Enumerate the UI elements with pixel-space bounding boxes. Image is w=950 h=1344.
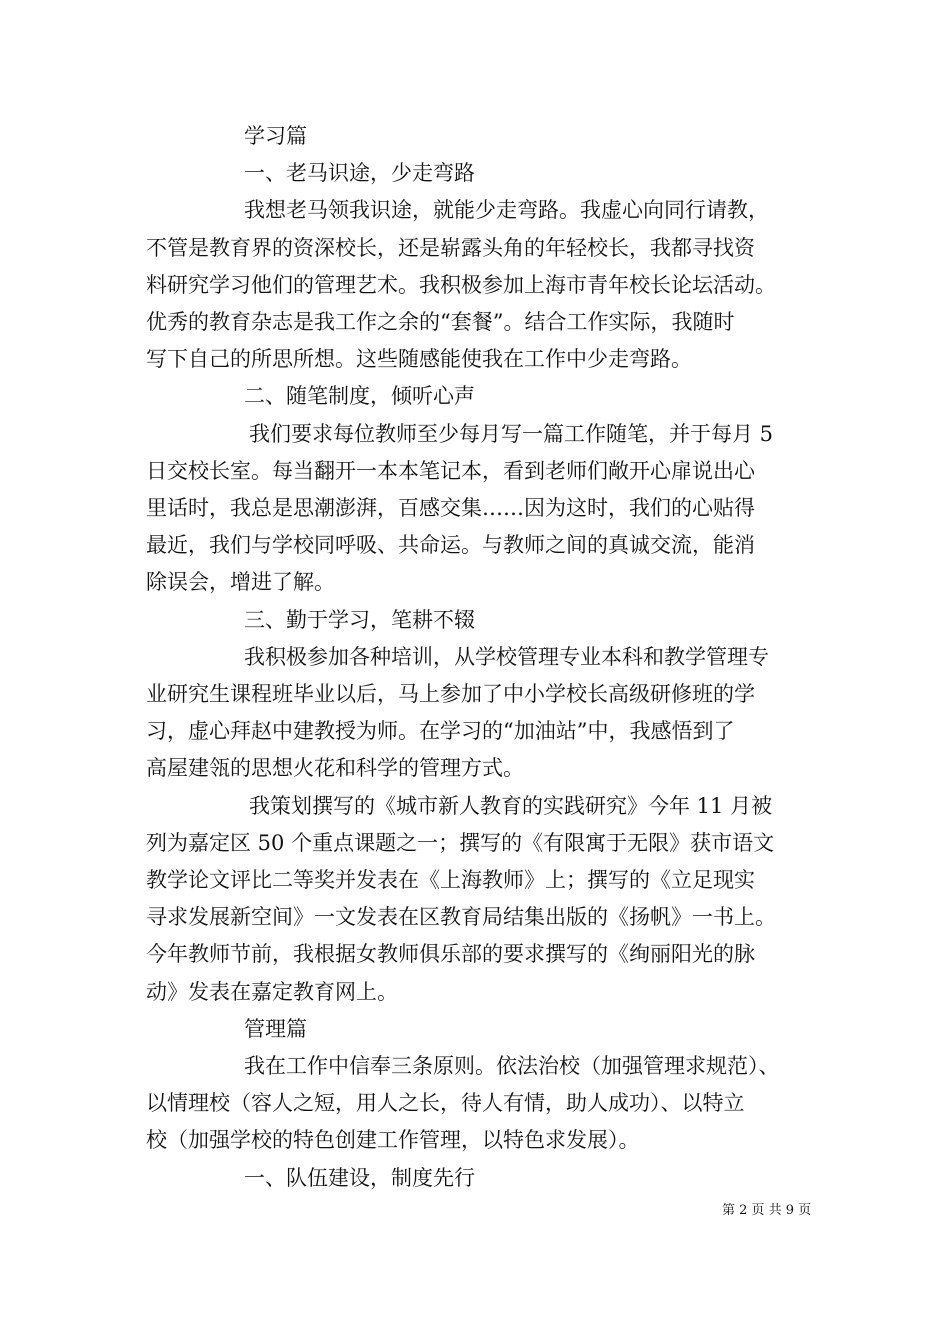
paragraph-line: 料研究学习他们的管理艺术。我积极参加上海市青年校长论坛活动。 (146, 272, 776, 297)
paragraph-line: 我们要求每位教师至少每月写一篇工作随笔，并于每月 5 (249, 421, 774, 446)
paragraph-4 (146, 788, 814, 1011)
paragraph-line: 不管是教育界的资深校长，还是崭露头角的年轻校长，我都寻找资 (146, 235, 755, 260)
heading-2: 二、随笔制度，倾听心声 (244, 384, 475, 409)
paragraph-3 (146, 639, 814, 788)
paragraph-2 (146, 416, 814, 602)
paragraph-line: 习，虚心拜赵中建教授为师。在学习的“加油站”中，我感悟到了 (146, 719, 735, 744)
paragraph-line: 我策划撰写的《城市新人教育的实践研究》今年 11 月被 (249, 793, 773, 818)
paragraph-line: 业研究生课程班毕业以后，马上参加了中小学校长高级研修班的学 (146, 682, 755, 707)
paragraph-line: 除误会，增进了解。 (146, 570, 335, 595)
paragraph-line: 以情理校（容人之短，用人之长，待人有情，助人成功）、以特立 (146, 1091, 745, 1116)
paragraph-line: 我想老马领我识途，就能少走弯路。我虚心向同行请教， (244, 198, 769, 223)
paragraph-5 (146, 1048, 814, 1160)
paragraph-line: 教学论文评比二等奖并发表在《上海教师》上；撰写的《立足现实 (146, 868, 755, 893)
paragraph-line: 校（加强学校的特色创建工作管理，以特色求发展）。 (146, 1128, 640, 1153)
paragraph-line: 动》发表在嘉定教育网上。 (146, 979, 398, 1004)
paragraph-line: 今年教师节前，我根据女教师俱乐部的要求撰写的《绚丽阳光的脉 (146, 942, 755, 967)
paragraph-line: 我积极参加各种培训，从学校管理专业本科和教学管理专 (244, 644, 769, 669)
paragraph-1 (146, 192, 814, 378)
page-number: 第 2 页 共 9 页 (722, 1203, 812, 1218)
paragraph-line: 写下自己的所思所想。这些随感能使我在工作中少走弯路。 (146, 347, 692, 372)
heading-3: 三、勤于学习，笔耕不辍 (244, 607, 475, 632)
paragraph-line: 寻求发展新空间》一文发表在区教育局结集出版的《扬帆》一书上。 (146, 905, 776, 930)
section-title-study: 学习篇 (244, 124, 307, 148)
paragraph-line: 日交校长室。每当翻开一本本笔记本，看到老师们敞开心扉说出心 (146, 458, 755, 483)
paragraph-line: 最近，我们与学校同呼吸、共命运。与教师之间的真诚交流，能消 (146, 533, 755, 558)
paragraph-line: 高屋建瓴的思想火花和科学的管理方式。 (146, 756, 524, 781)
paragraph-line: 优秀的教育杂志是我工作之余的“套餐”。结合工作实际，我随时 (146, 310, 735, 335)
paragraph-line: 里话时，我总是思潮澎湃，百感交集……因为这时，我们的心贴得 (146, 496, 755, 521)
heading-4: 一、队伍建设，制度先行 (244, 1165, 475, 1190)
heading-1: 一、老马识途，少走弯路 (244, 161, 475, 186)
paragraph-line: 我在工作中信奉三条原则。依法治校（加强管理求规范）、 (244, 1054, 780, 1079)
paragraph-line: 列为嘉定区 50 个重点课题之一；撰写的《有限寓于无限》获市语文 (146, 830, 775, 855)
document-body (146, 118, 814, 1197)
section-title-management: 管理篇 (244, 1016, 307, 1041)
